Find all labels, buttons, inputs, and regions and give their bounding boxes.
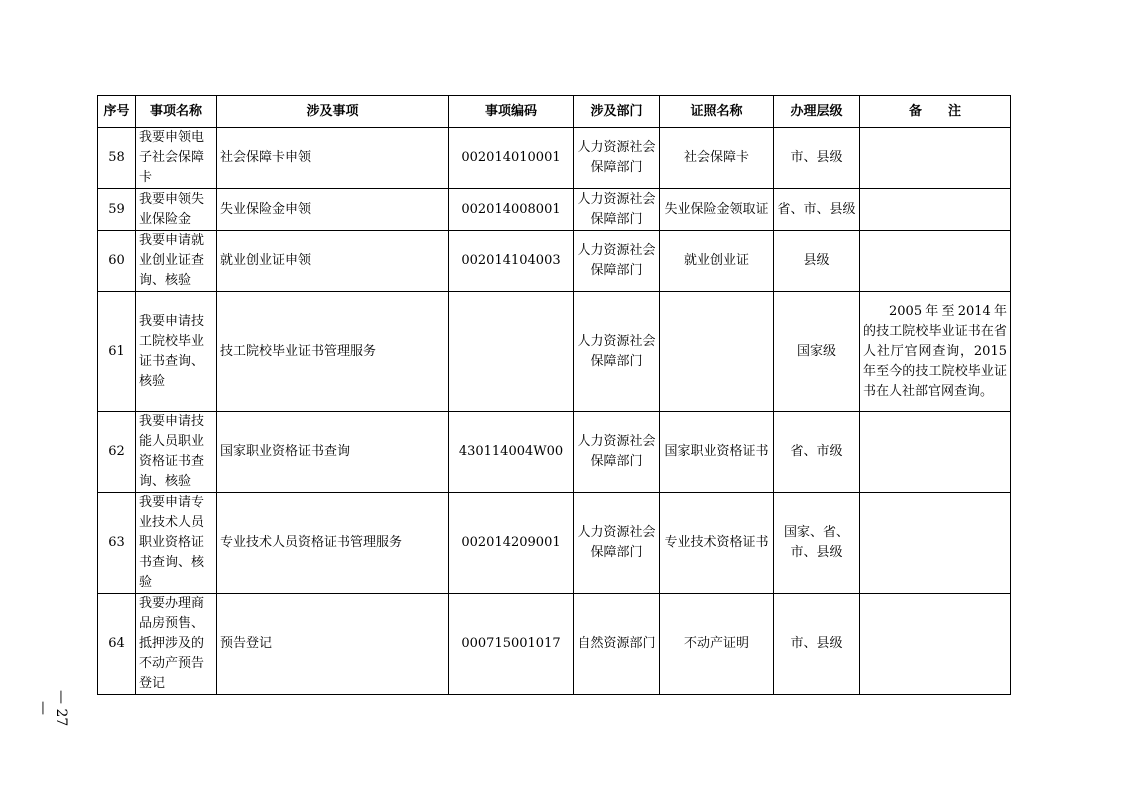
cell-no: 60 <box>98 231 136 292</box>
cell-code: 000715001017 <box>449 594 574 695</box>
cell-name: 我要申领失业保险金 <box>136 189 217 231</box>
cell-no: 58 <box>98 128 136 189</box>
cell-item: 技工院校毕业证书管理服务 <box>217 292 449 412</box>
page-number: — 27 — <box>35 689 69 727</box>
header-code: 事项编码 <box>449 96 574 128</box>
cell-item: 预告登记 <box>217 594 449 695</box>
cell-cert: 专业技术资格证书 <box>660 493 774 594</box>
cell-level: 市、县级 <box>774 594 860 695</box>
items-table <box>97 95 1011 695</box>
header-dept: 涉及部门 <box>574 96 660 128</box>
cell-cert: 就业创业证 <box>660 231 774 292</box>
cell-cert: 国家职业资格证书 <box>660 412 774 493</box>
cell-note <box>860 594 1011 695</box>
cell-name: 我要申请技能人员职业资格证书查询、核验 <box>136 412 217 493</box>
cell-level: 省、市级 <box>774 412 860 493</box>
cell-level: 省、市、县级 <box>774 189 860 231</box>
cell-note <box>860 493 1011 594</box>
cell-dept: 自然资源部门 <box>574 594 660 695</box>
cell-item: 就业创业证申领 <box>217 231 449 292</box>
cell-item: 专业技术人员资格证书管理服务 <box>217 493 449 594</box>
cell-cert: 失业保险金领取证 <box>660 189 774 231</box>
header-level: 办理层级 <box>774 96 860 128</box>
cell-note <box>860 128 1011 189</box>
cell-code: 430114004W00 <box>449 412 574 493</box>
cell-dept: 人力资源社会保障部门 <box>574 128 660 189</box>
header-item: 涉及事项 <box>217 96 449 128</box>
cell-name: 我要申领电子社会保障卡 <box>136 128 217 189</box>
cell-level: 县级 <box>774 231 860 292</box>
cell-name: 我要申请就业创业证查询、核验 <box>136 231 217 292</box>
cell-name: 我要办理商品房预售、抵押涉及的不动产预告登记 <box>136 594 217 695</box>
cell-no: 59 <box>98 189 136 231</box>
header-name: 事项名称 <box>136 96 217 128</box>
table-row <box>98 292 1011 412</box>
table-row <box>98 189 1011 231</box>
cell-note <box>860 412 1011 493</box>
cell-dept: 人力资源社会保障部门 <box>574 493 660 594</box>
table-row <box>98 231 1011 292</box>
cell-level: 市、县级 <box>774 128 860 189</box>
cell-no: 62 <box>98 412 136 493</box>
cell-code: 002014104003 <box>449 231 574 292</box>
cell-note: 2005年至2014年的技工院校毕业证书在省人社厅官网查询，2015年至今的技工院校毕业证书在人社部官网查询。 <box>860 292 1011 412</box>
cell-dept: 人力资源社会保障部门 <box>574 231 660 292</box>
cell-name: 我要申请专业技术人员职业资格证书查询、核验 <box>136 493 217 594</box>
cell-item: 社会保障卡申领 <box>217 128 449 189</box>
header-no: 序号 <box>98 96 136 128</box>
table-row <box>98 128 1011 189</box>
cell-dept: 人力资源社会保障部门 <box>574 189 660 231</box>
table-row <box>98 412 1011 493</box>
cell-no: 63 <box>98 493 136 594</box>
table-row <box>98 493 1011 594</box>
header-note: 备 注 <box>860 96 1011 128</box>
table-row <box>98 594 1011 695</box>
cell-dept: 人力资源社会保障部门 <box>574 412 660 493</box>
cell-cert: 社会保障卡 <box>660 128 774 189</box>
cell-name: 我要申请技工院校毕业证书查询、核验 <box>136 292 217 412</box>
cell-item: 国家职业资格证书查询 <box>217 412 449 493</box>
cell-cert: 不动产证明 <box>660 594 774 695</box>
cell-code: 002014209001 <box>449 493 574 594</box>
cell-note <box>860 189 1011 231</box>
table-header-row <box>98 96 1011 128</box>
cell-item: 失业保险金申领 <box>217 189 449 231</box>
cell-code <box>449 292 574 412</box>
cell-no: 61 <box>98 292 136 412</box>
cell-dept: 人力资源社会保障部门 <box>574 292 660 412</box>
header-cert: 证照名称 <box>660 96 774 128</box>
cell-no: 64 <box>98 594 136 695</box>
cell-code: 002014008001 <box>449 189 574 231</box>
cell-cert <box>660 292 774 412</box>
cell-code: 002014010001 <box>449 128 574 189</box>
cell-note <box>860 231 1011 292</box>
cell-level: 国家、省、市、县级 <box>774 493 860 594</box>
cell-level: 国家级 <box>774 292 860 412</box>
